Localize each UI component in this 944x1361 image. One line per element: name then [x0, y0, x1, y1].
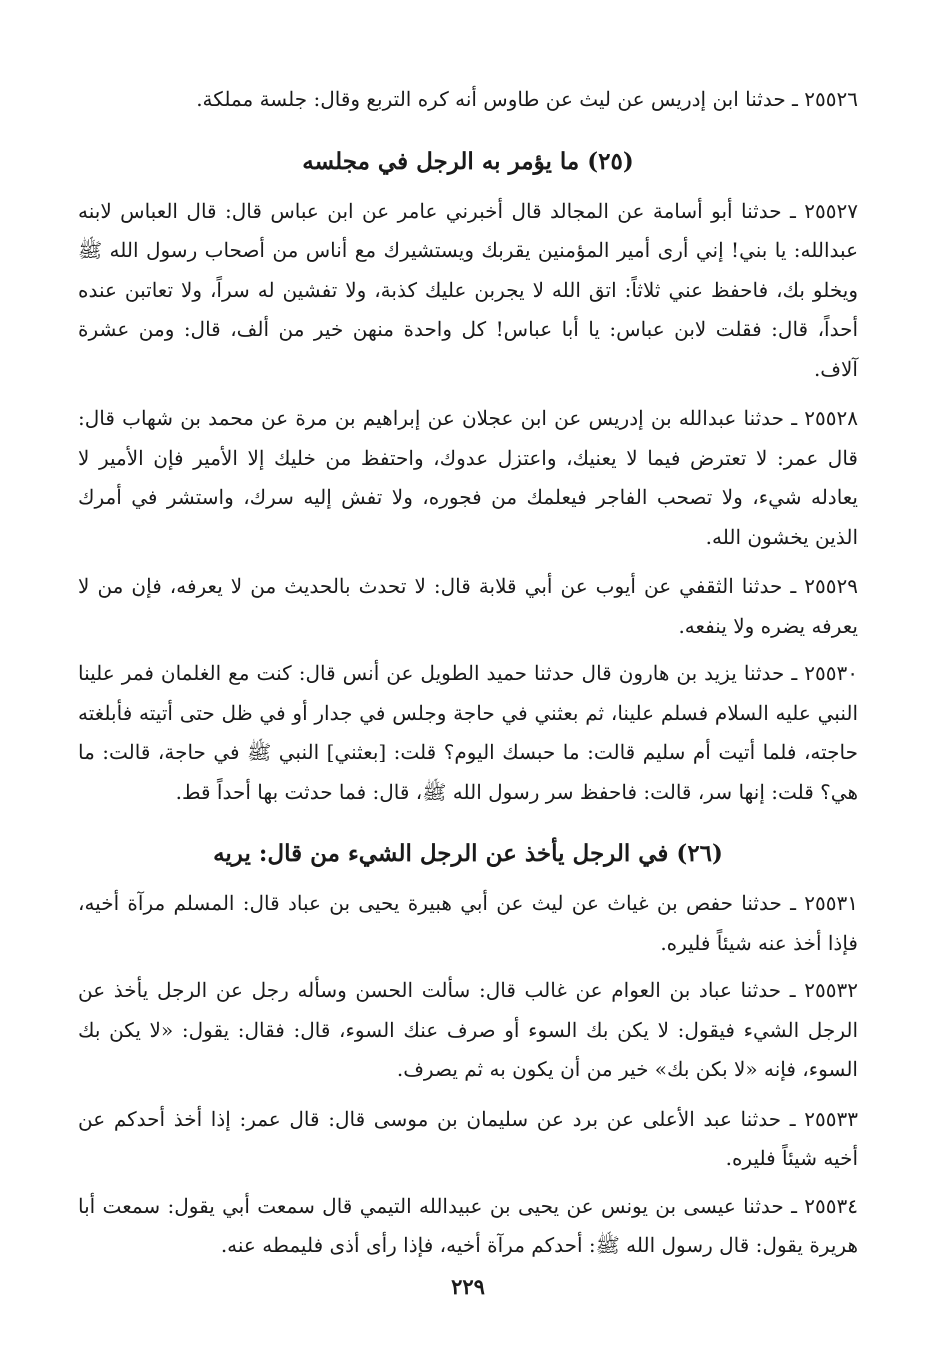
book-page — [78, 80, 858, 1299]
page-number: ٢٢٩ — [451, 1273, 485, 1299]
hadith-25533: ٢٥٥٣٣ ـ حدثنا عبد الأعلى عن برد عن سليمان بن موسى قال: قال عمر: إذا أخذ أحدكم عن أخيه شيئاً فليره. — [78, 1106, 858, 1170]
hadith-25532: ٢٥٥٣٢ ـ حدثنا عباد بن العوام عن غالب قال: سألت الحسن وسأله رجل عن الرجل يأخذ عن الرجل الشيء فيقول: لا يكن بك السوء أو صرف عنك السوء، قال: فقال: يقول: «لا يكن بك السوء، فإنه «لا بكن بك» خير من أن يكون به ثم يصرف. — [78, 978, 858, 1081]
chapter-heading-25: (٢٥) ما يؤمر به الرجل في مجلسه — [302, 147, 634, 175]
hadith-25526: ٢٥٥٢٦ ـ حدثنا ابن إدريس عن ليث عن طاوس أنه كره التربع وقال: جلسة مملكة. — [196, 87, 858, 111]
hadith-25534: ٢٥٥٣٤ ـ حدثنا عيسى بن يونس عن يحيى بن عبيدالله التيمي قال سمعت أبي يقول: سمعت أبا هريرة يقول: قال رسول الله ﷺ: أحدكم مرآة أخيه، فإذا رأى أذى فليمطه عنه. — [78, 1193, 858, 1257]
chapter-heading-26: (٢٦) في الرجل يأخذ عن الرجل الشيء من قال: يريه — [213, 840, 723, 867]
hadith-25528: ٢٥٥٢٨ ـ حدثنا عبدالله بن إدريس عن ابن عجلان عن إبراهيم بن مرة عن محمد بن شهاب قال: قال عمر: لا تعترض فيما لا يعنيك، واعتزل عدوك، واحتفظ من خليك إلا الأمير فإن الأمير لا يعادله شيء، ولا تصحب الفاجر فيعلمك من فجوره، ولا تفش إليه سرك، واستشر في أمرك الذين يخشون الله. — [78, 406, 858, 549]
hadith-25531: ٢٥٥٣١ ـ حدثنا حفص بن غياث عن ليث عن أبي هبيرة يحيى بن عباد قال: المسلم مرآة أخيه، فإذا أخذ عنه شيئاً فليره. — [78, 891, 858, 955]
hadith-25527: ٢٥٥٢٧ ـ حدثنا أبو أسامة عن المجالد قال أخبرني عامر عن ابن عباس قال: قال العباس لابنه عبدالله: يا بني! إني أرى أمير المؤمنين يقربك ويستشيرك مع أناس من أصحاب رسول الله ﷺ ويخلو بك، فاحفظ عني ثلاثاً: اتق الله لا يجربن عليك كذبة، ولا تفشين له سراً، ولا تعاتبن عنده أحداً، قال: فقلت لابن عباس: يا أبا عباس! كل واحدة منهن خير من ألف، قال: ومن عشرة آلاف. — [78, 198, 858, 381]
hadith-25530: ٢٥٥٣٠ ـ حدثنا يزيد بن هارون قال حدثنا حميد الطويل عن أنس قال: كنت مع الغلمان فمر علينا النبي عليه السلام فسلم علينا، ثم بعثني في حاجة وجلس في جدار أو في ظل حتى أتيته فأبلغته حاجته، فلما أتيت أم سليم قالت: ما حبسك اليوم؟ قلت: [بعثني] النبي ﷺ في حاجة، قالت: ما هي؟ قلت: إنها سر، قالت: فاحفظ سر رسول الله ﷺ، قال: فما حدثت بها أحداً قط. — [78, 661, 859, 804]
hadith-25529: ٢٥٥٢٩ ـ حدثنا الثقفي عن أيوب عن أبي قلابة قال: لا تحدث بالحديث من لا يعرفه، فإن من لا يعرفه يضره ولا ينفعه. — [78, 574, 858, 638]
